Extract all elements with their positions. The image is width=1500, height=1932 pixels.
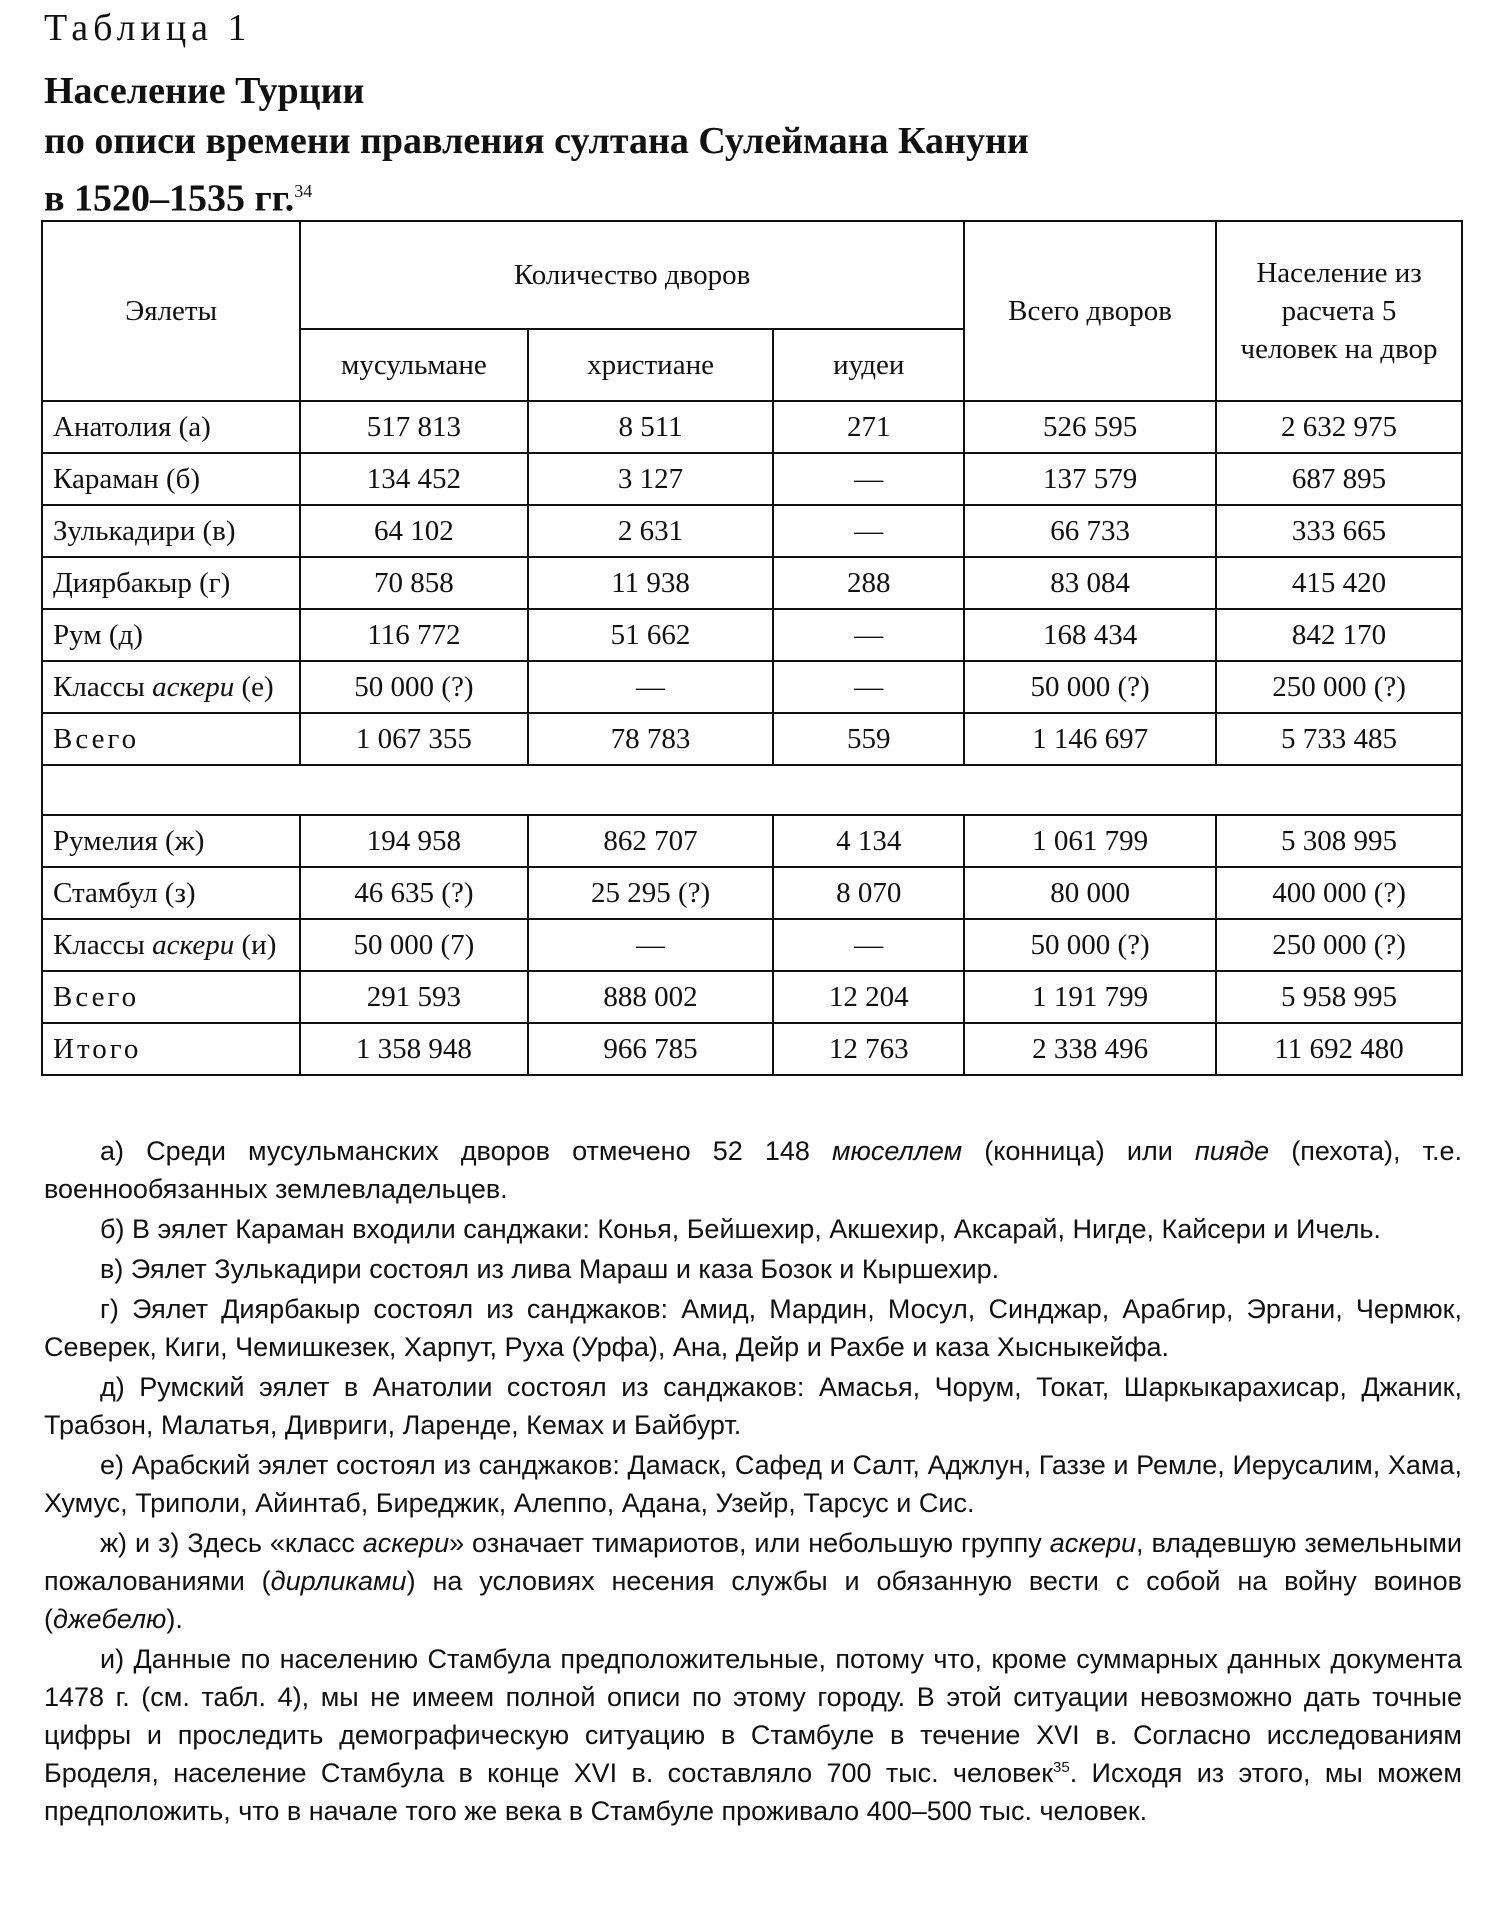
total-cell: 2 338 496 xyxy=(964,1023,1216,1075)
jews-cell: 12 763 xyxy=(773,1023,964,1075)
christians-cell: — xyxy=(528,661,774,713)
note-b: б) В эялет Караман входили санджаки: Конья, Бейшехир, Акшехир, Аксарай, Нигде, Кайсери и Ичель. xyxy=(100,1214,1381,1244)
jews-cell: 271 xyxy=(773,401,964,453)
header-population-calc: Население из расчета 5 человек на двор xyxy=(1216,221,1462,401)
header-muslims: мусульмане xyxy=(300,329,527,401)
muslims-cell: 194 958 xyxy=(300,815,527,867)
total-cell: 1 146 697 xyxy=(964,713,1216,765)
note-v: в) Эялет Зулькадири состоял из лива Мараш и каза Бозок и Кыршехир. xyxy=(100,1254,1000,1284)
table-row xyxy=(42,609,1462,661)
eyalet-name: Всего xyxy=(42,713,300,765)
jews-cell: 559 xyxy=(773,713,964,765)
total-cell: 50 000 (?) xyxy=(964,661,1216,713)
christians-cell: 862 707 xyxy=(528,815,774,867)
population-cell: 333 665 xyxy=(1216,505,1462,557)
christians-cell: 78 783 xyxy=(528,713,774,765)
note-d: д) Румский эялет в Анатолии состоял из санджаков: Амасья, Чорум, Токат, Шаркыкарахисар, Джаник, Трабзон, Малатья, Дивриги, Ларенде, Кемах и Байбурт. xyxy=(44,1372,1462,1440)
population-cell: 842 170 xyxy=(1216,609,1462,661)
christians-cell: 888 002 xyxy=(528,971,774,1023)
population-cell: 400 000 (?) xyxy=(1216,867,1462,919)
population-cell: 415 420 xyxy=(1216,557,1462,609)
footnote-ref-34: 34 xyxy=(294,181,313,201)
eyalet-name: Итого xyxy=(42,1023,300,1075)
jews-cell: — xyxy=(773,661,964,713)
title-line-1: Население Турции xyxy=(44,70,365,112)
total-cell: 50 000 (?) xyxy=(964,919,1216,971)
subtotal-row xyxy=(42,713,1462,765)
grand-total-row xyxy=(42,1023,1462,1075)
muslims-cell: 50 000 (7) xyxy=(300,919,527,971)
note-i: и) Данные по населению Стамбула предположительные, потому что, кроме суммарных данных документа 1478 г. (см. табл. 4), мы не имеем полной описи по этому городу. В этой ситуации невозможно дать точные цифры и проследить демографическую ситуацию в Стамбуле в течение XVI в. Согласно исследованиям Броделя, население Стамбула в конце XVI в. составляло 700 тыс. человек$^{35}$. Исходя из этого, мы можем предположить, что в начале того же века в Стамбуле проживало 400–500 тыс. человек. xyxy=(44,1644,1462,1826)
jews-cell: 288 xyxy=(773,557,964,609)
footnote-ref-35: 35 xyxy=(1053,1759,1070,1776)
muslims-cell: 1 358 948 xyxy=(300,1023,527,1075)
total-cell: 80 000 xyxy=(964,867,1216,919)
total-cell: 168 434 xyxy=(964,609,1216,661)
jews-cell: — xyxy=(773,919,964,971)
population-cell: 687 895 xyxy=(1216,453,1462,505)
christians-cell: 8 511 xyxy=(528,401,774,453)
note-zh-z: ж) и з) Здесь «класс аскери» означает тимариотов, или небольшую группу аскери, владевшую земельными пожалованиями (дирликами) на условиях несения службы и обязанную вести с собой на войну воинов (джебелю). xyxy=(44,1528,1462,1634)
total-cell: 83 084 xyxy=(964,557,1216,609)
muslims-cell: 70 858 xyxy=(300,557,527,609)
jews-cell: — xyxy=(773,453,964,505)
table-row xyxy=(42,557,1462,609)
header-christians: христиане xyxy=(528,329,774,401)
christians-cell: 3 127 xyxy=(528,453,774,505)
header-households-group: Количество дворов xyxy=(300,221,964,329)
table-notes xyxy=(44,1132,1462,1832)
jews-cell: — xyxy=(773,505,964,557)
subtotal-row xyxy=(42,971,1462,1023)
header-jews: иудеи xyxy=(773,329,964,401)
jews-cell: 8 070 xyxy=(773,867,964,919)
note-g: г) Эялет Диярбакыр состоял из санджаков: Амид, Мардин, Мосул, Синджар, Арабгир, Эргани, Чермюк, Северек, Киги, Чемишкезек, Харпут, Руха (Урфа), Ана, Дейр и Рахбе и каза Хысныкейфа. xyxy=(44,1294,1462,1362)
eyalet-name: Румелия (ж) xyxy=(42,815,300,867)
title-line-2: по описи времени правления султана Сулеймана Кануни xyxy=(44,120,1029,162)
table-row xyxy=(42,867,1462,919)
christians-cell: — xyxy=(528,919,774,971)
muslims-cell: 50 000 (?) xyxy=(300,661,527,713)
total-cell: 137 579 xyxy=(964,453,1216,505)
table-label: Таблица 1 xyxy=(44,7,252,49)
total-cell: 526 595 xyxy=(964,401,1216,453)
jews-cell: 12 204 xyxy=(773,971,964,1023)
muslims-cell: 46 635 (?) xyxy=(300,867,527,919)
table-row xyxy=(42,661,1462,713)
header-eyalets: Эялеты xyxy=(42,221,300,401)
muslims-cell: 116 772 xyxy=(300,609,527,661)
muslims-cell: 517 813 xyxy=(300,401,527,453)
population-cell: 250 000 (?) xyxy=(1216,919,1462,971)
christians-cell: 25 295 (?) xyxy=(528,867,774,919)
population-cell: 5 733 485 xyxy=(1216,713,1462,765)
table-title xyxy=(44,66,1029,224)
population-cell: 250 000 (?) xyxy=(1216,661,1462,713)
eyalet-name: Анатолия (а) xyxy=(42,401,300,453)
christians-cell: 11 938 xyxy=(528,557,774,609)
table-row xyxy=(42,505,1462,557)
population-cell: 2 632 975 xyxy=(1216,401,1462,453)
population-cell: 5 308 995 xyxy=(1216,815,1462,867)
christians-cell: 51 662 xyxy=(528,609,774,661)
header-total-households: Всего дворов xyxy=(964,221,1216,401)
christians-cell: 2 631 xyxy=(528,505,774,557)
title-years: в 1520–1535 гг. xyxy=(44,177,295,220)
table-spacer-row xyxy=(42,765,1462,815)
note-e: е) Арабский эялет состоял из санджаков: Дамаск, Сафед и Салт, Аджлун, Газзе и Ремле, Иерусалим, Хама, Хумус, Триполи, Айинтаб, Биреджик, Алеппо, Адана, Узейр, Тарсус и Сис. xyxy=(44,1450,1462,1518)
eyalet-name: Классы аскери (е) xyxy=(42,661,300,713)
eyalet-name: Рум (д) xyxy=(42,609,300,661)
jews-cell: 4 134 xyxy=(773,815,964,867)
population-table xyxy=(41,220,1463,1076)
eyalet-name: Классы аскери (и) xyxy=(42,919,300,971)
population-cell: 11 692 480 xyxy=(1216,1023,1462,1075)
eyalet-name: Караман (б) xyxy=(42,453,300,505)
total-cell: 1 191 799 xyxy=(964,971,1216,1023)
table-row xyxy=(42,453,1462,505)
christians-cell: 966 785 xyxy=(528,1023,774,1075)
eyalet-name: Диярбакыр (г) xyxy=(42,557,300,609)
jews-cell: — xyxy=(773,609,964,661)
population-cell: 5 958 995 xyxy=(1216,971,1462,1023)
title-line-3 xyxy=(44,166,1029,224)
muslims-cell: 134 452 xyxy=(300,453,527,505)
muslims-cell: 1 067 355 xyxy=(300,713,527,765)
table-row xyxy=(42,919,1462,971)
eyalet-name: Всего xyxy=(42,971,300,1023)
table-row xyxy=(42,815,1462,867)
muslims-cell: 64 102 xyxy=(300,505,527,557)
table-row xyxy=(42,401,1462,453)
eyalet-name: Стамбул (з) xyxy=(42,867,300,919)
total-cell: 66 733 xyxy=(964,505,1216,557)
eyalet-name: Зулькадири (в) xyxy=(42,505,300,557)
total-cell: 1 061 799 xyxy=(964,815,1216,867)
note-a: а) Среди мусульманских дворов отмечено 52 148 мюселлем (конница) или пияде (пехота), т.е. военнообязанных землевладельцев. xyxy=(44,1136,1463,1204)
muslims-cell: 291 593 xyxy=(300,971,527,1023)
